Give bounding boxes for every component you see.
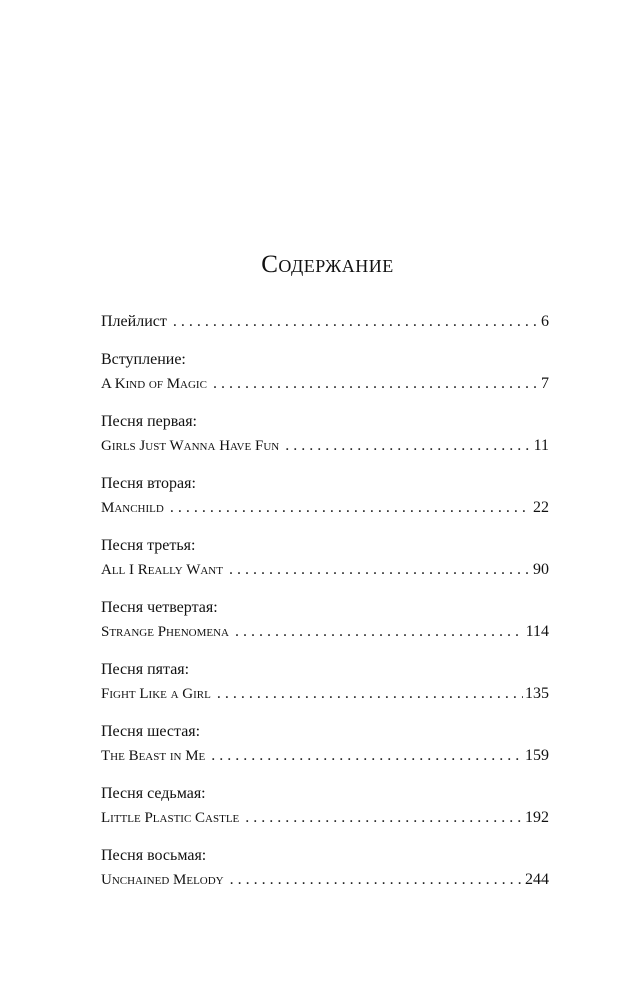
toc-entry-song-3[interactable]	[101, 534, 549, 582]
toc-entry-line	[101, 310, 549, 334]
dot-leader	[235, 620, 524, 644]
toc-entry-page: 159	[525, 747, 549, 764]
toc-entry-song-1[interactable]	[101, 410, 549, 458]
dot-leader	[230, 868, 523, 892]
toc-entry-line	[101, 434, 549, 458]
toc-entry-line	[101, 620, 549, 644]
toc-entry-intro[interactable]	[101, 348, 549, 396]
toc-entry-name: The Beast in Me	[101, 748, 206, 764]
toc-entry-label: Песня седьмая:	[101, 785, 206, 802]
toc-entry-line	[101, 558, 549, 582]
toc-entry-line	[101, 496, 549, 520]
toc-entry-page: 90	[533, 561, 549, 578]
toc-entry-song-8[interactable]	[101, 844, 549, 892]
toc-entry-name: Girls Just Wanna Have Fun	[101, 438, 280, 454]
toc-entry-label: Песня шестая:	[101, 723, 201, 740]
toc-entry-song-2[interactable]	[101, 472, 549, 520]
toc-entry-line	[101, 806, 549, 830]
toc-entry-name: Плейлист	[101, 313, 167, 330]
toc-entry-page: 22	[533, 499, 549, 516]
toc-entry-page: 7	[541, 375, 549, 392]
dot-leader	[211, 744, 523, 768]
toc-entry-page: 11	[533, 437, 549, 454]
dot-leader	[213, 372, 539, 396]
toc-entry-name: Manchild	[101, 500, 164, 516]
table-of-contents	[101, 310, 549, 892]
toc-entry-line	[101, 372, 549, 396]
toc-entry-song-7[interactable]	[101, 782, 549, 830]
dot-leader	[217, 682, 523, 706]
toc-entry-page: 192	[525, 809, 549, 826]
toc-entry-name: All I Really Want	[101, 562, 223, 578]
toc-entry-label: Песня четвертая:	[101, 599, 218, 616]
dot-leader	[173, 310, 539, 334]
toc-entry-song-4[interactable]	[101, 596, 549, 644]
toc-entry-label: Песня вторая:	[101, 475, 196, 492]
toc-entry-label: Песня первая:	[101, 413, 197, 430]
toc-entry-line	[101, 682, 549, 706]
toc-entry-label: Вступление:	[101, 351, 186, 368]
toc-entry-name: A Kind of Magic	[101, 376, 207, 392]
dot-leader	[229, 558, 531, 582]
toc-entry-name: Fight Like a Girl	[101, 686, 211, 702]
toc-entry-name: Little Plastic Castle	[101, 810, 240, 826]
dot-leader	[245, 806, 523, 830]
toc-entry-page: 114	[525, 623, 549, 640]
toc-entry-playlist[interactable]	[101, 310, 549, 334]
toc-heading: Содержание	[261, 251, 394, 278]
toc-entry-name: Strange Phenomena	[101, 624, 229, 640]
toc-entry-label: Песня восьмая:	[101, 847, 207, 864]
toc-entry-line	[101, 868, 549, 892]
toc-entry-song-5[interactable]	[101, 658, 549, 706]
toc-entry-page: 6	[541, 313, 549, 330]
toc-entry-line	[101, 744, 549, 768]
dot-leader	[285, 434, 531, 458]
toc-entry-label: Песня пятая:	[101, 661, 190, 678]
toc-entry-page: 244	[525, 871, 549, 888]
toc-entry-label: Песня третья:	[101, 537, 196, 554]
toc-entry-page: 135	[525, 685, 549, 702]
toc-entry-song-6[interactable]	[101, 720, 549, 768]
toc-entry-name: Unchained Melody	[101, 872, 224, 888]
dot-leader	[170, 496, 531, 520]
